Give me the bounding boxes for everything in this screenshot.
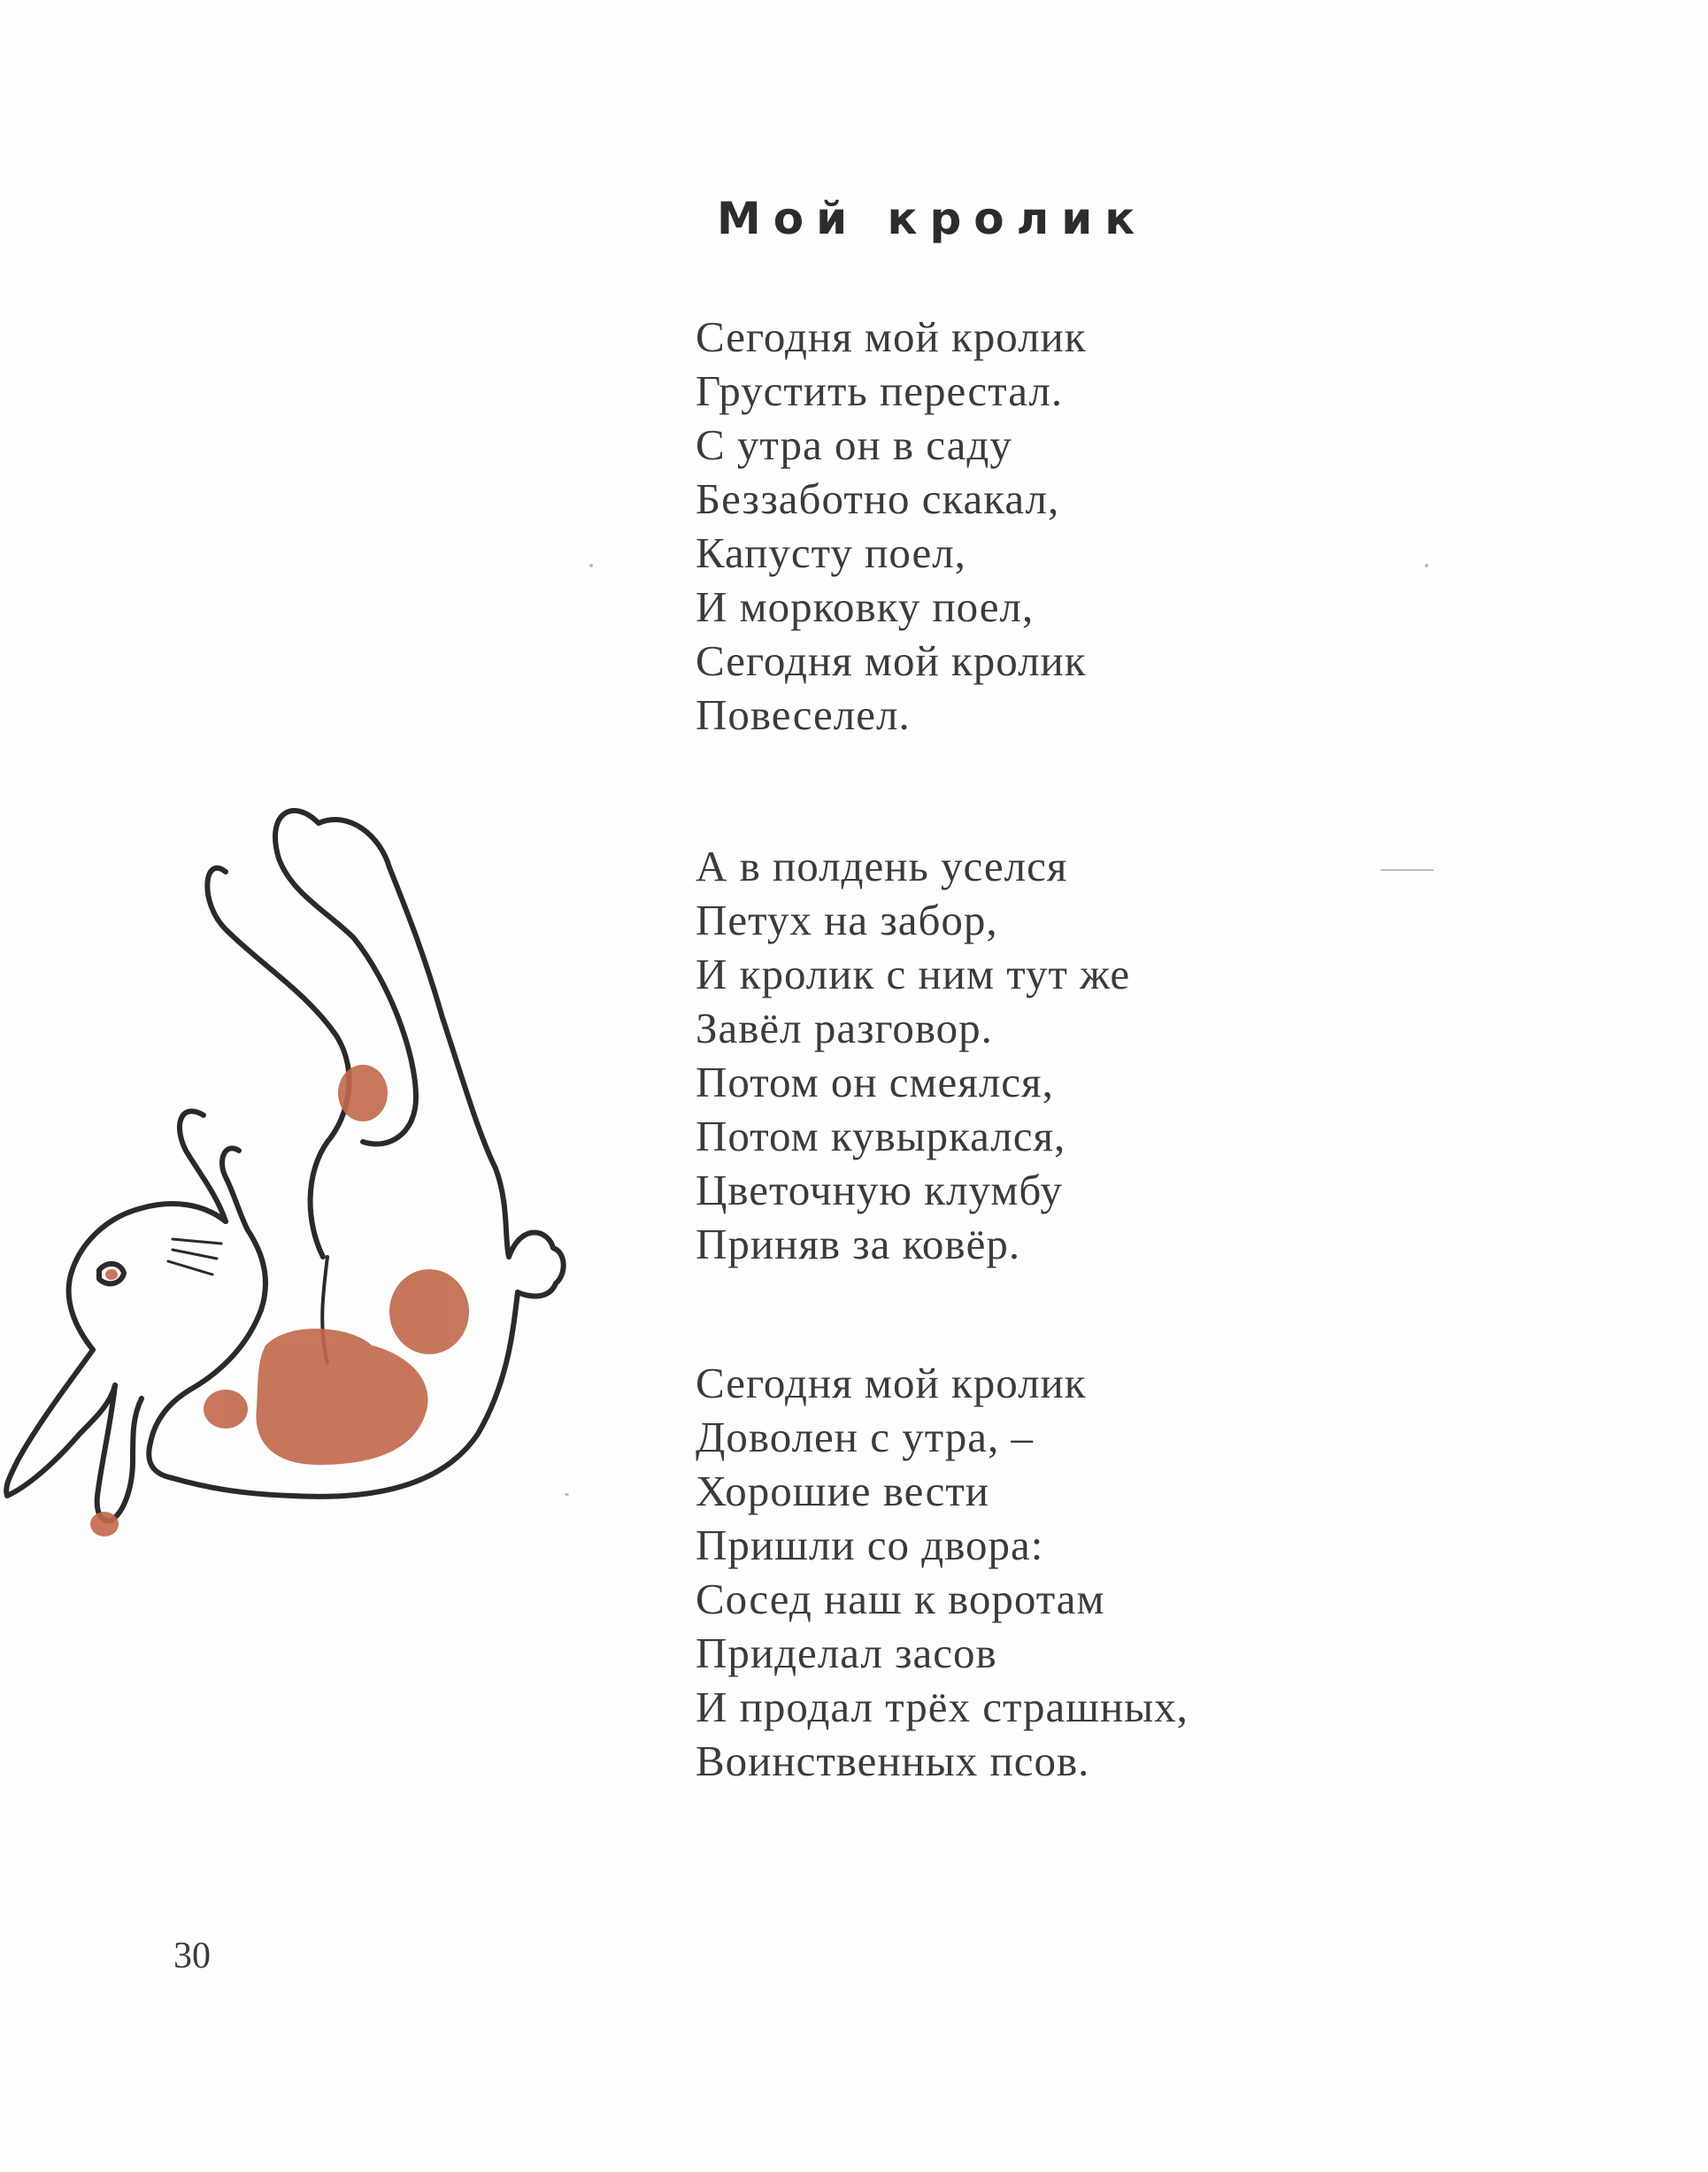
spot [90, 1512, 119, 1537]
poem-line: Грустить перестал. [696, 366, 1064, 415]
spot [256, 1329, 427, 1465]
poem-line: Воинственных псов. [696, 1737, 1090, 1785]
head-outline [69, 1204, 226, 1350]
poem-line: Хорошие вести [696, 1467, 989, 1515]
poem-line: Приняв за ковёр. [696, 1220, 1021, 1268]
tail-outline [509, 1233, 564, 1297]
spot [204, 1390, 248, 1429]
poem-line: И продал трёх страшных, [696, 1683, 1189, 1731]
poem-line: С утра он в саду [696, 420, 1012, 469]
rabbit-illustration [0, 761, 584, 1540]
second-hind-leg-outline [207, 868, 349, 1257]
poem-line: Потом он смеялся, [696, 1058, 1054, 1106]
stanza-2 [696, 839, 1130, 1271]
poem-line: Сегодня мой кролик [696, 636, 1087, 685]
poem-line: Беззаботно скакал, [696, 474, 1060, 523]
poem-line: Приделал засов [696, 1629, 997, 1677]
scan-speck [1425, 564, 1428, 567]
scan-speck [1381, 869, 1434, 871]
neck-outline [149, 1310, 261, 1478]
poem-line: Цветочную клумбу [696, 1166, 1063, 1214]
poem-line: Доволен с утра, – [696, 1413, 1035, 1461]
scan-speck [565, 1493, 569, 1496]
scan-speck [589, 564, 593, 567]
hind-foot-outline [319, 820, 442, 1018]
spot [105, 1269, 118, 1280]
poem-line: А в полдень уселся [696, 842, 1068, 890]
poem-line: Завёл разговор. [696, 1004, 993, 1052]
spot [389, 1269, 469, 1354]
poem-line: Капусту поел, [696, 528, 966, 577]
poem-line: Сегодня мой кролик [696, 312, 1087, 361]
body-back-outline [442, 1018, 509, 1257]
poem-line: И кролик с ним тут же [696, 950, 1131, 998]
front-paw-2-outline [222, 1148, 265, 1310]
whisker [173, 1250, 217, 1259]
poem-line: И морковку поел, [696, 582, 1035, 631]
poem-line: Повеселел. [696, 690, 911, 739]
spot [338, 1065, 388, 1121]
stanza-3 [696, 1356, 1189, 1788]
poem-line: Потом кувыркался, [696, 1112, 1066, 1160]
stanza-1 [696, 310, 1087, 742]
poem-line: Пришли со двора: [696, 1521, 1044, 1569]
poem-line: Сегодня мой кролик [696, 1359, 1087, 1407]
whisker [168, 1261, 212, 1275]
poem-title: Мой кролик [717, 193, 1148, 244]
page-number: 30 [173, 1936, 211, 1976]
whisker [173, 1239, 221, 1244]
poem-line: Петух на забор, [696, 896, 998, 944]
poem-line: Сосед наш к воротам [696, 1575, 1105, 1623]
